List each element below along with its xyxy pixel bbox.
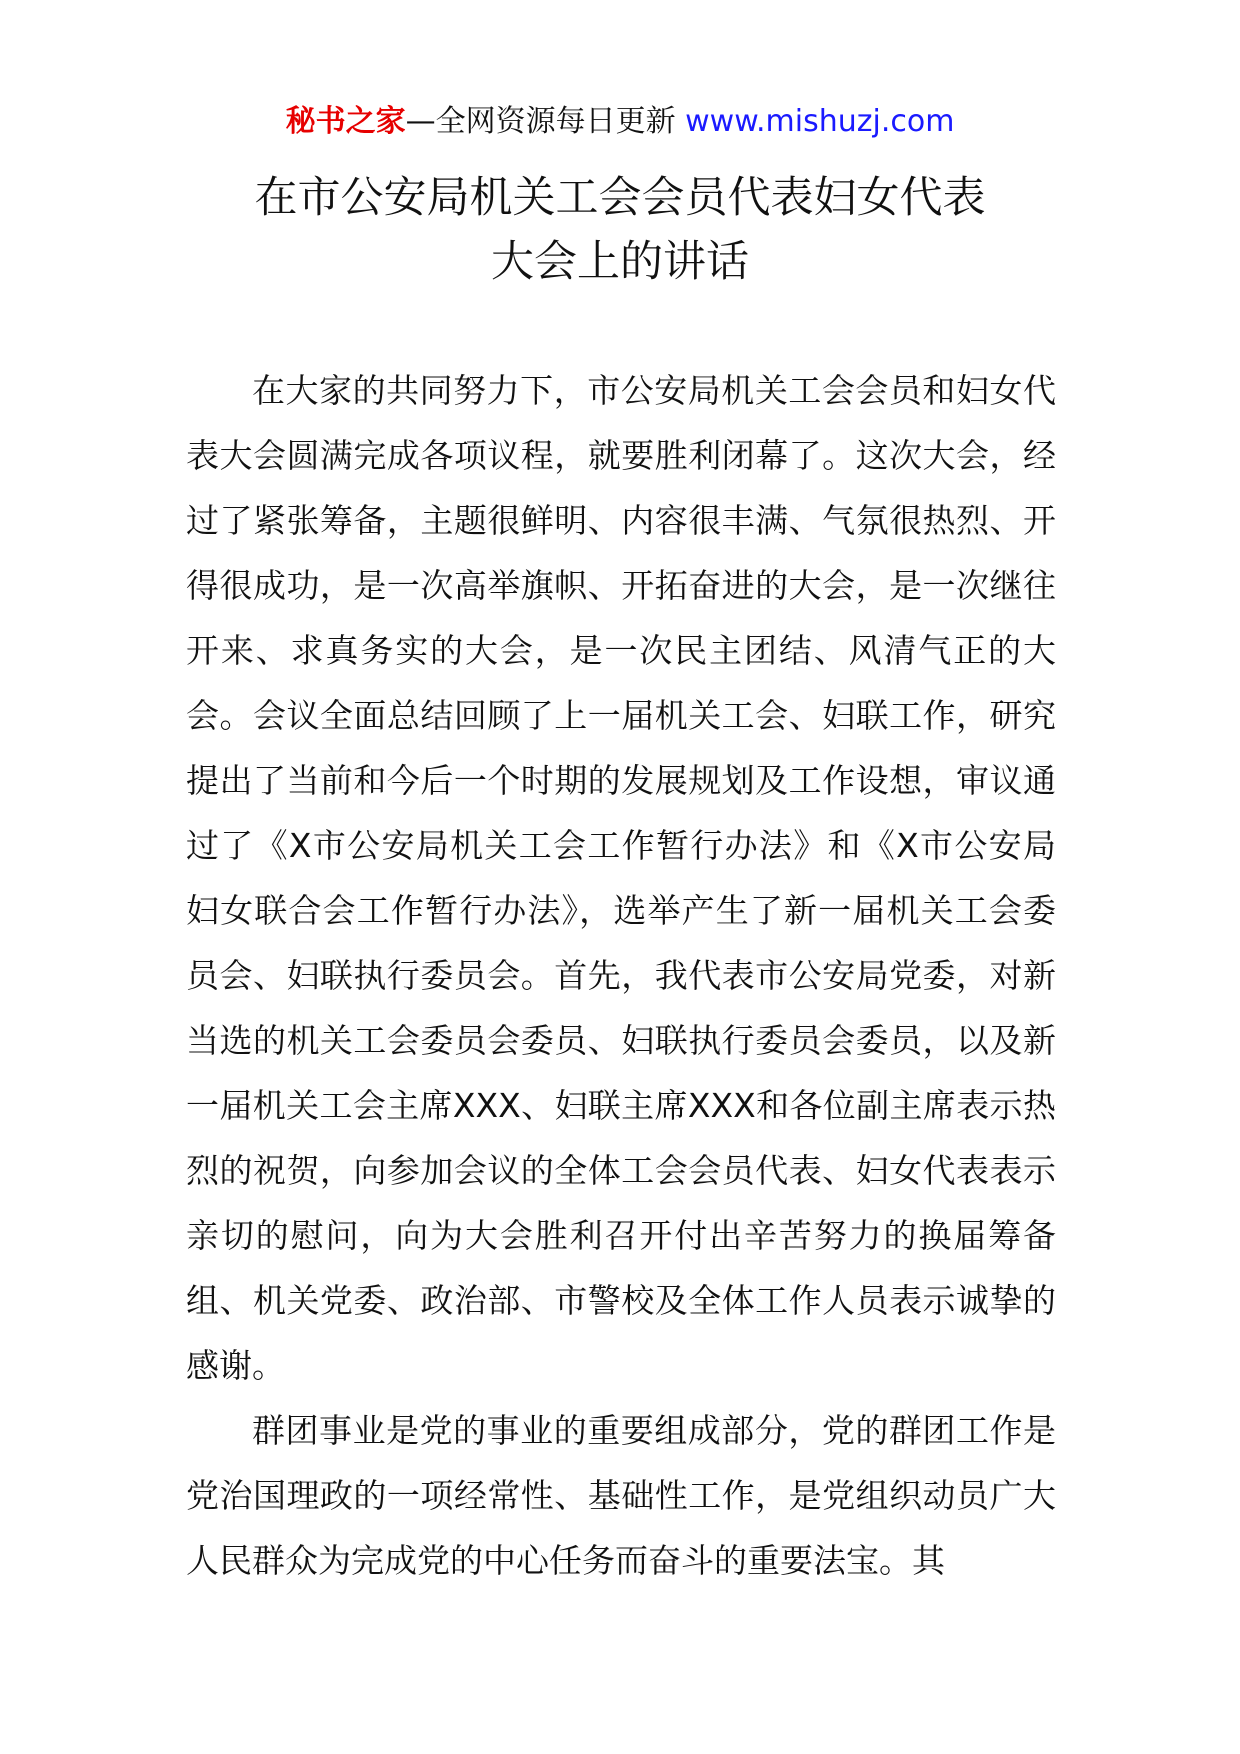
site-tagline: —全网资源每日更新 — [405, 104, 686, 139]
body-paragraph-2: 群团事业是党的事业的重要组成部分，党的群团工作是党治国理政的一项经常性、基础性工作，是党组织动员广大人民群众为完成党的中心任务而奋斗的重要法宝。其 — [186, 1411, 1056, 1580]
site-url-link[interactable]: www.mishuzj.com — [685, 104, 955, 139]
document-title-line-1: 在市公安局机关工会会员代表妇女代表 — [254, 173, 986, 223]
body-paragraph-1: 在大家的共同努力下，市公安局机关工会会员和妇女代表大会圆满完成各项议程，就要胜利闭幕了。这次大会，经过了紧张筹备，主题很鲜明、内容很丰满、气氛很热烈、开得很成功，是一次高举旗帜、开拓奋进的大会，是一次继往开来、求真务实的大会，是一次民主团结、风清气正的大会。会议全面总结回顾了上一届机关工会、妇联工作，研究提出了当前和今后一个时期的发展规划及工作设想，审议通过了《X市公安局机关工会工作暂行办法》和《X市公安局妇女联合会工作暂行办法》，选举产生了新一届机关工会委员会、妇联执行委员会。首先，我代表市公安局党委，对新当选的机关工会委员会委员、妇联执行委员会委员，以及新一届机关工会主席XXX、妇联主席XXX和各位副主席表示热烈的祝贺，向参加会议的全体工会会员代表、妇女代表表示亲切的慰问，向为大会胜利召开付出辛苦努力的换届筹备组、机关党委、政治部、市警校及全体工作人员表示诚挚的感谢。 — [186, 371, 1056, 1385]
document-title-line-2: 大会上的讲话 — [491, 237, 749, 287]
site-header — [0, 100, 1240, 144]
site-brand-name: 秘书之家 — [285, 104, 406, 139]
document-body — [186, 358, 1056, 1593]
document-title — [0, 166, 1240, 294]
